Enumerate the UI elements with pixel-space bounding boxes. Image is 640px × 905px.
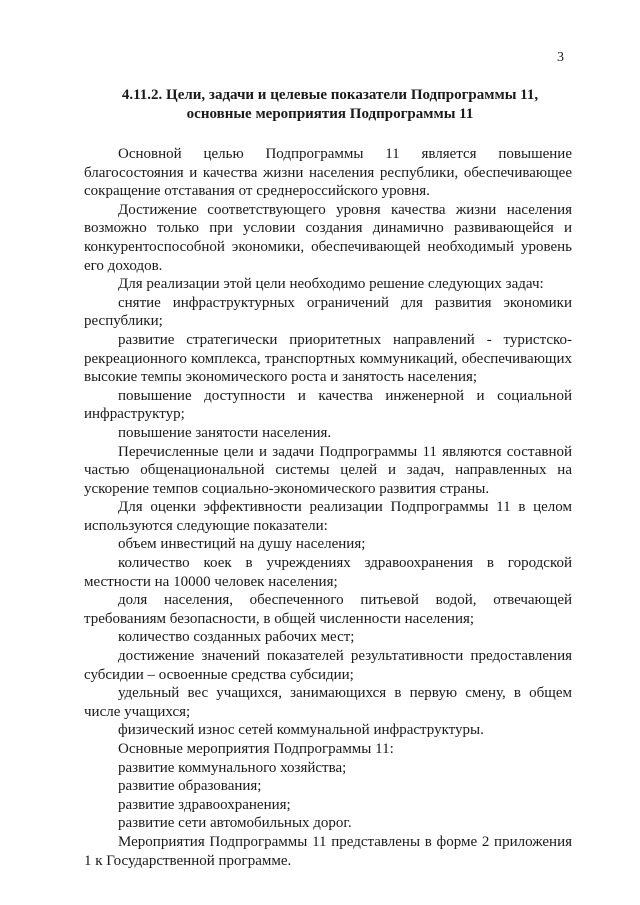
paragraph: достижение значений показателей результативности предоставления субсидии – освоенные средства субсидии; — [84, 648, 572, 683]
body-text — [84, 145, 572, 870]
paragraph: Основные мероприятия Подпрограммы 11: — [118, 741, 394, 757]
paragraph: доля населения, обеспеченного питьевой водой, отвечающей требованиям безопасности, в общей численности населения; — [84, 592, 572, 627]
paragraph: Достижение соответствующего уровня качества жизни населения возможно только при условии создания динамично развивающейся и конкурентоспособной экономики, обеспечивающей необходимый уровень его доходов. — [84, 201, 572, 274]
section-heading-line-1: 4.11.2. Цели, задачи и целевые показатели Подпрограммы 11, — [121, 87, 539, 103]
page-number: 3 — [557, 50, 564, 65]
paragraph: количество созданных рабочих мест; — [118, 629, 355, 646]
paragraph: Для реализации этой цели необходимо решение следующих задач: — [118, 276, 544, 293]
section-heading — [100, 86, 560, 124]
paragraph: развитие сети автомобильных дорог. — [118, 815, 352, 832]
paragraph: развитие образования; — [118, 778, 262, 795]
paragraph: Перечисленные цели и задачи Подпрограммы 11 являются составной частью общенациональной системы целей и задач, направленных на ускорение темпов социально-экономического развития страны. — [84, 443, 572, 497]
section-heading-line-2: основные мероприятия Подпрограммы 11 — [186, 106, 474, 122]
paragraph: снятие инфраструктурных ограничений для развития экономики республики; — [84, 294, 572, 330]
paragraph: повышение доступности и качества инженерной и социальной инфраструктур; — [84, 387, 572, 423]
paragraph: физический износ сетей коммунальной инфраструктуры. — [118, 722, 484, 739]
paragraph: объем инвестиций на душу населения; — [118, 536, 366, 553]
paragraph: Основной целью Подпрограммы 11 является повышение благосостояния и качества жизни населения республики, обеспечивающее сокращение отставания от среднероссийского уровня. — [84, 146, 572, 200]
paragraph: Для оценки эффективности реализации Подпрограммы 11 в целом используются следующие показатели: — [84, 499, 572, 534]
paragraph: развитие коммунального хозяйства; — [118, 759, 347, 776]
paragraph: Мероприятия Подпрограммы 11 представлены в форме 2 приложения 1 к Государственной программе. — [84, 833, 572, 869]
paragraph: развитие стратегически приоритетных направлений - туристско-рекреационного комплекса, транспортных коммуникаций, обеспечивающих высокие темпы экономического роста и занятость населения; — [84, 331, 572, 386]
paragraph: количество коек в учреждениях здравоохранения в городской местности на 10000 человек населения; — [84, 555, 572, 590]
paragraph: удельный вес учащихся, занимающихся в первую смену, в общем числе учащихся; — [84, 685, 572, 720]
paragraph: повышение занятости населения. — [118, 424, 332, 441]
paragraph: развитие здравоохранения; — [118, 796, 291, 813]
